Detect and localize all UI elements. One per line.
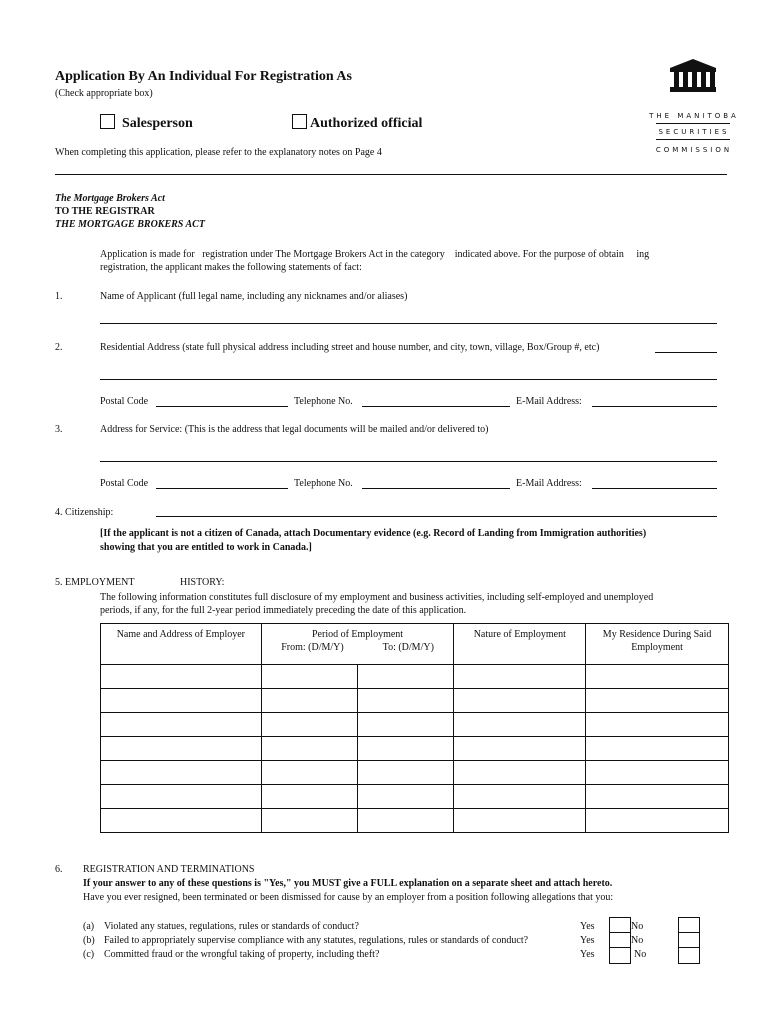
registrar-act: THE MORTGAGE BROKERS ACT xyxy=(55,219,205,230)
q2-postal-label: Postal Code xyxy=(100,396,149,407)
q3-email-label: E-Mail Address: xyxy=(516,478,582,489)
table-row xyxy=(101,689,729,713)
table-row xyxy=(101,665,729,689)
q6b-text: Failed to appropriately supervise compliance with any statutes, regulations, rules or standards of conduct? xyxy=(104,935,529,946)
q6c-text: Committed fraud or the wrongful taking of property, including theft? xyxy=(104,949,380,960)
commission-building-icon xyxy=(668,58,718,94)
q6c-yes-label: Yes xyxy=(580,949,595,960)
residential-address-field-1[interactable] xyxy=(655,352,717,353)
salesperson-label: Salesperson xyxy=(122,116,193,131)
q2-phone-field[interactable] xyxy=(362,406,510,407)
from-date-header: From: (D/M/Y) xyxy=(281,642,344,653)
q6-instruction: If your answer to any of these questions is "Yes," you MUST give a FULL explanation on a separate sheet and attach hereto. xyxy=(83,878,613,889)
q3-postal-field[interactable] xyxy=(156,488,288,489)
residence-column-header: My Residence During Said Employment xyxy=(586,624,729,665)
table-row xyxy=(101,737,729,761)
residential-address-field-2[interactable] xyxy=(100,379,717,380)
q3-number: 3. xyxy=(55,424,63,435)
header-divider xyxy=(55,174,727,175)
q1-label: Name of Applicant (full legal name, including any nicknames and/or aliases) xyxy=(100,291,408,302)
logo-line-3: COMMISSION xyxy=(655,146,733,154)
applicant-name-field[interactable] xyxy=(100,323,717,324)
q6b-yes-label: Yes xyxy=(580,935,595,946)
citizenship-field[interactable] xyxy=(156,516,717,517)
logo-line-1: THE MANITOBA xyxy=(649,112,739,120)
form-title: Application By An Individual For Registration As xyxy=(55,69,352,84)
table-row xyxy=(101,761,729,785)
q5-label-2: HISTORY: xyxy=(180,577,225,588)
q6-number: 6. xyxy=(55,864,63,875)
to-date-header: To: (D/M/Y) xyxy=(382,642,434,653)
period-column-header: Period of Employment From: (D/M/Y) To: (D/M/Y) xyxy=(261,624,454,665)
q4-label: 4. Citizenship: xyxy=(55,507,114,518)
q2-email-field[interactable] xyxy=(592,406,717,407)
nature-column-header: Nature of Employment xyxy=(454,624,586,665)
q5-label: 5. EMPLOYMENT xyxy=(55,577,135,588)
employment-table-header xyxy=(101,624,729,665)
q6b-letter: (b) xyxy=(83,935,95,946)
q6c-yes-checkbox[interactable] xyxy=(609,947,631,964)
q4-note-line-2: showing that you are entitled to work in Canada.] xyxy=(100,542,312,553)
q2-email-label: E-Mail Address: xyxy=(516,396,582,407)
q3-phone-field[interactable] xyxy=(362,488,510,489)
q6-title: REGISTRATION AND TERMINATIONS xyxy=(83,864,255,875)
intro-line-1: Application is made for registration under The Mortgage Brokers Act in the category indicated above. For the purpose of obtain ing xyxy=(100,249,650,260)
authorized-official-label: Authorized official xyxy=(310,116,423,131)
q3-label: Address for Service: (This is the address that legal documents will be mailed and/or delivered to) xyxy=(100,424,489,435)
table-row xyxy=(101,785,729,809)
q2-label: Residential Address (state full physical address including street and house number, and city, town, village, Box/Group #, etc) xyxy=(100,342,600,353)
q5-desc-line-1: The following information constitutes full disclosure of my employment and business activities, including self-employed and unemployed xyxy=(100,592,654,603)
form-subtitle: (Check appropriate box) xyxy=(55,88,153,99)
q6-lead: Have you ever resigned, been terminated or been dismissed for cause by an employer from a position following allegations that you: xyxy=(83,892,614,903)
q3-phone-label: Telephone No. xyxy=(294,478,353,489)
intro-line-2: registration, the applicant makes the following statements of fact: xyxy=(100,262,362,273)
q2-phone-label: Telephone No. xyxy=(294,396,353,407)
q6b-no-label: No xyxy=(631,935,644,946)
explanatory-notes-line: When completing this application, please refer to the explanatory notes on Page 4 xyxy=(55,147,382,158)
q3-email-field[interactable] xyxy=(592,488,717,489)
q6c-no-label: No xyxy=(634,949,647,960)
salesperson-checkbox[interactable] xyxy=(100,114,115,129)
to-registrar: TO THE REGISTRAR xyxy=(55,206,155,217)
q6a-letter: (a) xyxy=(83,921,95,932)
q2-number: 2. xyxy=(55,342,63,353)
q2-postal-field[interactable] xyxy=(156,406,288,407)
q6c-no-checkbox[interactable] xyxy=(678,947,700,964)
q1-number: 1. xyxy=(55,291,63,302)
q4-note-line-1: [If the applicant is not a citizen of Canada, attach Documentary evidence (e.g. Record of Landing from Immigration authorities) xyxy=(100,528,647,539)
logo-line-2: SECURITIES xyxy=(658,128,730,136)
employment-history-table xyxy=(100,623,729,833)
employer-column-header: Name and Address of Employer xyxy=(101,624,262,665)
service-address-field[interactable] xyxy=(100,461,717,462)
q6c-letter: (c) xyxy=(83,949,95,960)
table-row xyxy=(101,809,729,833)
authorized-official-checkbox[interactable] xyxy=(292,114,307,129)
act-name: The Mortgage Brokers Act xyxy=(55,193,165,204)
q6a-no-label: No xyxy=(631,921,644,932)
q5-desc-line-2: periods, if any, for the full 2-year period immediately preceding the date of this application. xyxy=(100,605,467,616)
q6a-text: Violated any statues, regulations, rules or standards of conduct? xyxy=(104,921,359,932)
q3-postal-label: Postal Code xyxy=(100,478,149,489)
q6a-yes-label: Yes xyxy=(580,921,595,932)
table-row xyxy=(101,713,729,737)
